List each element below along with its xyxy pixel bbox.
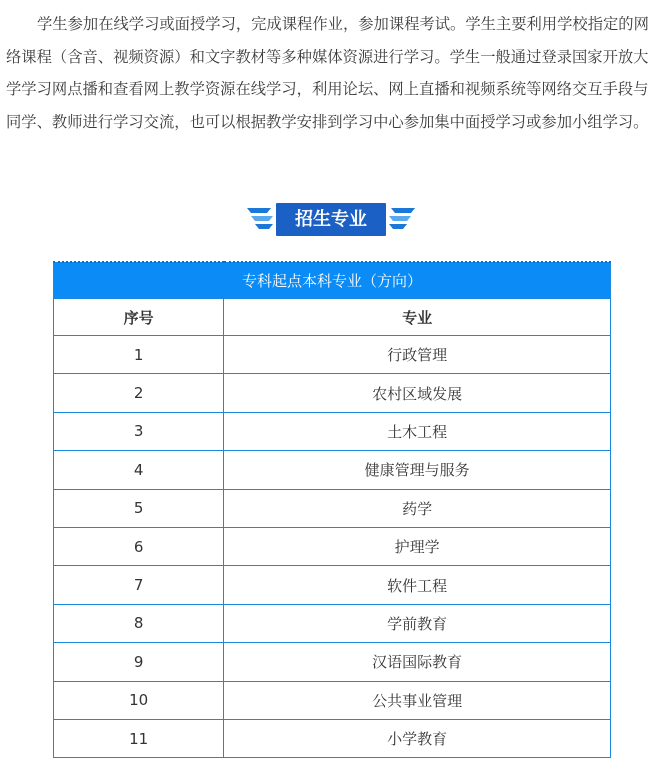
table-row xyxy=(54,643,611,681)
row-number: 5 xyxy=(54,489,224,527)
table-row xyxy=(54,451,611,489)
majors-table xyxy=(53,261,611,758)
row-major: 药学 xyxy=(224,489,611,527)
row-number: 11 xyxy=(54,719,224,757)
intro-paragraph: 学生参加在线学习或面授学习，完成课程作业，参加课程考试。学生主要利用学校指定的网络课程（含音、视频资源）和文字教材等多种媒体资源进行学习。学生一般通过登录国家开放大学学习网点播和查看网上教学资源在线学习，利用论坛、网上直播和视频系统等网络交互手段与同学、教师进行学习交流，也可以根据教学安排到学习中心参加集中面授学习或参加小组学习。 xyxy=(6,15,649,131)
row-number: 4 xyxy=(54,451,224,489)
row-major: 公共事业管理 xyxy=(224,681,611,719)
row-major: 行政管理 xyxy=(224,336,611,374)
row-major: 土木工程 xyxy=(224,412,611,450)
row-major: 学前教育 xyxy=(224,604,611,642)
row-major: 健康管理与服务 xyxy=(224,451,611,489)
row-number: 6 xyxy=(54,527,224,565)
row-number: 1 xyxy=(54,336,224,374)
row-number: 2 xyxy=(54,374,224,412)
row-number: 7 xyxy=(54,566,224,604)
table-caption-row xyxy=(54,262,611,299)
row-number: 10 xyxy=(54,681,224,719)
column-header-number: 序号 xyxy=(54,299,224,336)
row-major: 汉语国际教育 xyxy=(224,643,611,681)
table-row xyxy=(54,336,611,374)
row-number: 3 xyxy=(54,412,224,450)
majors-table-container xyxy=(53,261,611,758)
table-row xyxy=(54,719,611,757)
table-row xyxy=(54,527,611,565)
row-major: 小学教育 xyxy=(224,719,611,757)
row-major: 农村区域发展 xyxy=(224,374,611,412)
row-major: 护理学 xyxy=(224,527,611,565)
right-wing-stripes-icon xyxy=(389,206,415,234)
row-number: 8 xyxy=(54,604,224,642)
row-number: 9 xyxy=(54,643,224,681)
table-row xyxy=(54,681,611,719)
table-row xyxy=(54,566,611,604)
column-header-major: 专业 xyxy=(224,299,611,336)
table-row xyxy=(54,604,611,642)
left-wing-stripes-icon xyxy=(247,206,273,234)
table-caption: 专科起点本科专业（方向） xyxy=(54,262,611,299)
table-row xyxy=(54,374,611,412)
table-header-row xyxy=(54,299,611,336)
section-heading xyxy=(247,203,415,236)
table-row xyxy=(54,489,611,527)
row-major: 软件工程 xyxy=(224,566,611,604)
section-title: 招生专业 xyxy=(276,203,386,236)
table-row xyxy=(54,412,611,450)
